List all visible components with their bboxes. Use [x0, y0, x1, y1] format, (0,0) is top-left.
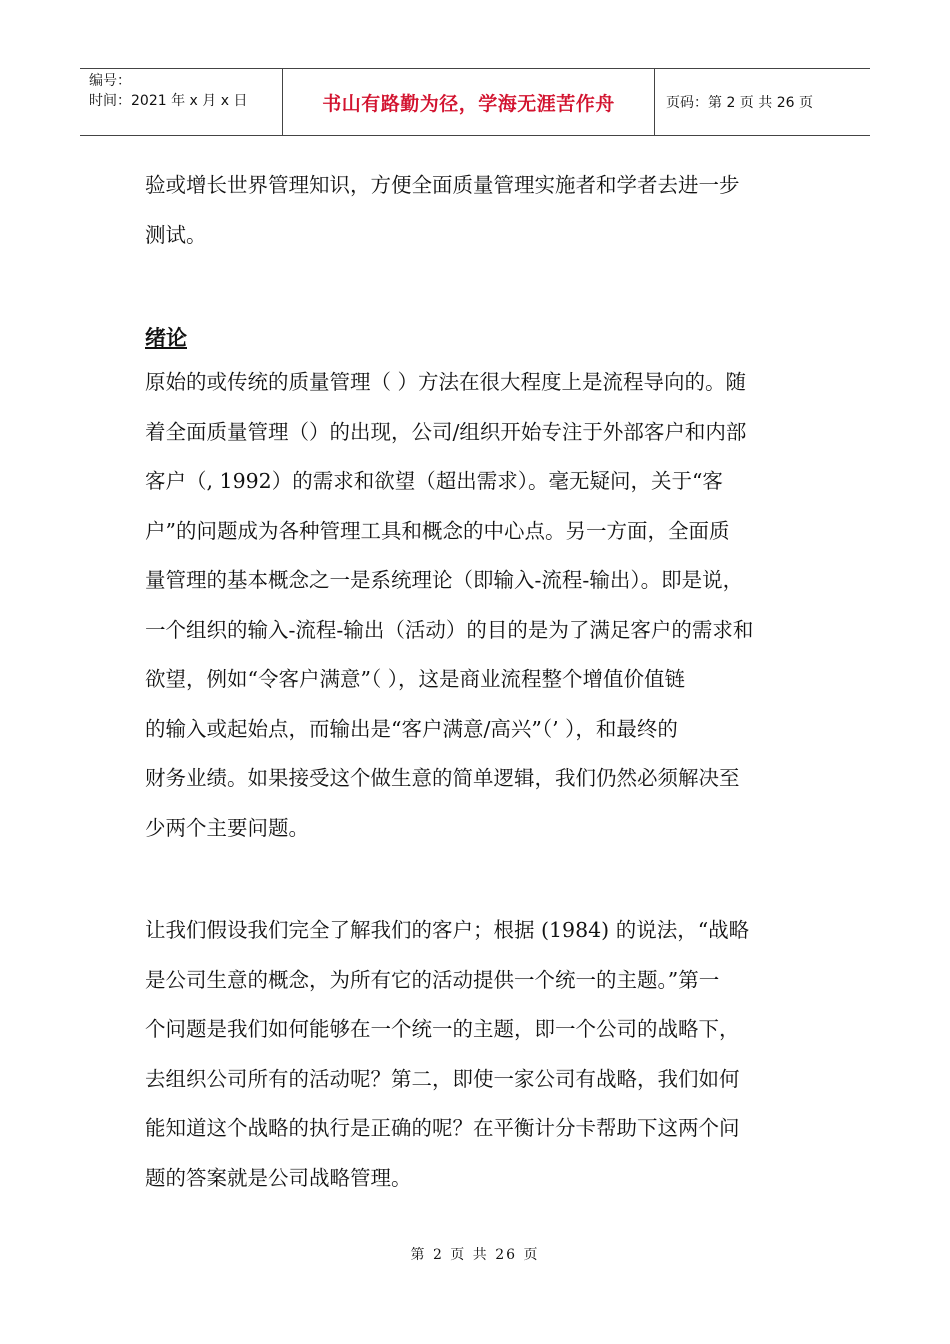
text-line: 欲望，例如“令客户满意”（ ），这是商业流程整个增值价值链: [145, 667, 685, 691]
text-line: 去组织公司所有的活动呢？第二，即使一家公司有战略，我们如何: [145, 1066, 740, 1091]
text-line: 能知道这个战略的执行是正确的呢？在平衡计分卡帮助下这两个问: [145, 1116, 740, 1140]
text-line: 量管理的基本概念之一是系统理论（即输入-流程-输出）。即是说，: [145, 568, 744, 592]
text-line: 原始的或传统的质量管理（ ）方法在很大程度上是流程导向的。随: [145, 370, 747, 394]
text-line: 是公司生意的概念，为所有它的活动提供一个统一的主题。”第一: [145, 967, 720, 992]
document-date: 时间：2021 年 x 月 x 日: [89, 93, 248, 109]
page-footer: 第 2 页 共 26 页: [410, 1247, 540, 1263]
paragraph-strategy: [145, 906, 810, 1203]
text-line: 测试。: [145, 222, 207, 247]
page-header: [80, 68, 870, 136]
text-line: 个问题是我们如何能够在一个统一的主题，即一个公司的战略下，: [145, 1017, 740, 1041]
text-line: 题的答案就是公司战略管理。: [145, 1165, 412, 1190]
header-page-info: 页码：第 2 页 共 26 页: [666, 95, 813, 111]
text-line: 少两个主要问题。: [145, 815, 309, 840]
text-line: 验或增长世界管理知识，方便全面质量管理实施者和学者去进一步: [145, 173, 740, 197]
header-meta: [80, 69, 282, 135]
text-line: 着全面质量管理（）的出现，公司/组织开始专注于外部客户和内部: [145, 419, 747, 444]
header-motto: 书山有路勤为径，学海无涯苦作舟: [322, 92, 615, 115]
text-line: 的输入或起始点，而输出是“客户满意/高兴”（’ ），和最终的: [145, 716, 678, 741]
text-line: 户”的问题成为各种管理工具和概念的中心点。另一方面，全面质: [145, 518, 730, 543]
text-line: 让我们假设我们完全了解我们的客户；根据 (1984) 的说法，“战略: [145, 918, 750, 942]
text-line: 一个组织的输入-流程-输出（活动）的目的是为了满足客户的需求和: [145, 617, 754, 642]
header-page-info-cell: [655, 69, 870, 135]
header-motto-cell: [282, 69, 655, 135]
paragraph-introduction: [145, 358, 810, 853]
section-heading: 绪论: [145, 325, 187, 350]
text-line: 财务业绩。如果接受这个做生意的简单逻辑，我们仍然必须解决至: [145, 766, 740, 790]
document-number-label: 编号：: [89, 73, 131, 89]
text-line: 客户（, 1992）的需求和欲望（超出需求）。毫无疑问，关于“客: [145, 469, 723, 493]
paragraph-intro-continuation: [145, 161, 810, 260]
